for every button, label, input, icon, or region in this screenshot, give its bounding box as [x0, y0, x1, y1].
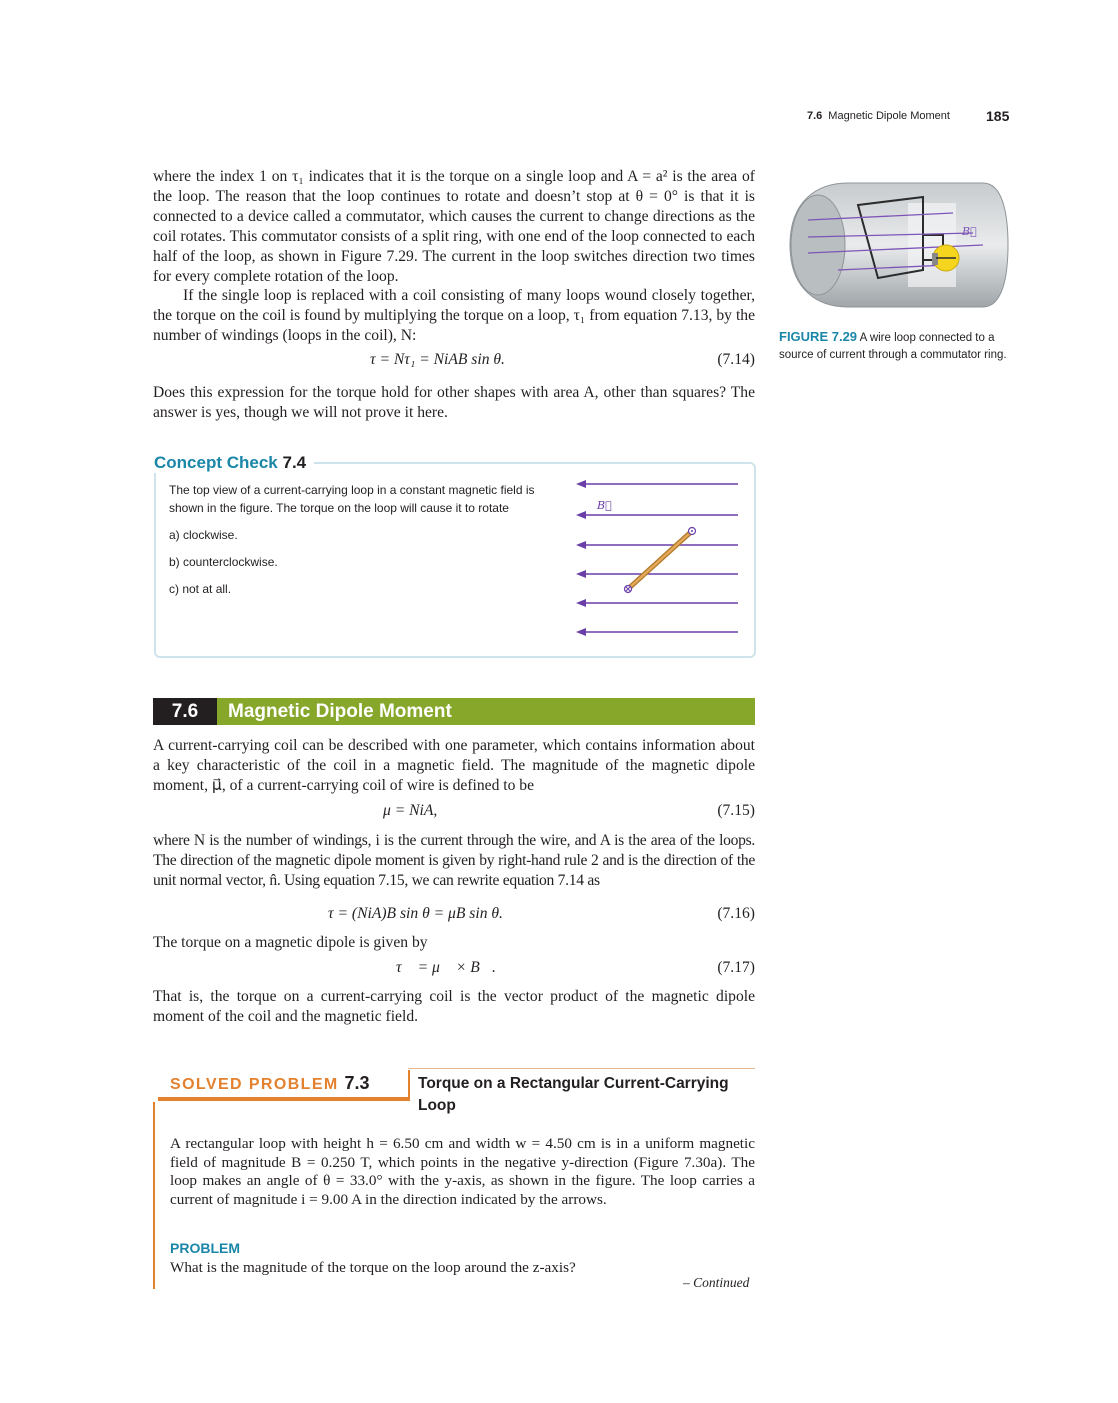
- option-c[interactable]: c) not at all.: [169, 582, 232, 596]
- solved-problem-label: [170, 1073, 370, 1094]
- header-section-title: Magnetic Dipole Moment: [828, 110, 950, 122]
- equation-expression: τ = (NiA)B sin θ = μB sin θ.: [328, 905, 503, 922]
- continued-note: – Continued: [683, 1275, 750, 1290]
- equation-number: (7.17): [717, 959, 755, 976]
- concept-check-question: The top view of a current-carrying loop in a constant magnetic field is shown in the figure. The torque on the loop will cause it to rotate: [169, 483, 535, 515]
- paragraph-shapes: Does this expression for the torque hold for other shapes with area A, other than squares? The answer is yes, though we will not prove it here.: [153, 384, 755, 421]
- equation-expression: τ = Nτ₁ = NiAB sin θ.: [370, 351, 505, 368]
- commutator-figure: [778, 175, 1010, 315]
- header-section-number: 7.6: [807, 110, 823, 122]
- solved-problem-number: 7.3: [344, 1073, 370, 1093]
- option-a[interactable]: a) clockwise.: [169, 528, 238, 542]
- paragraph-vector-product: That is, the torque on a current-carrying coil is the vector product of the magnetic dipole moment of the coil and the magnetic field.: [153, 988, 755, 1025]
- solved-problem-title: Torque on a Rectangular Current-Carrying Loop: [418, 1075, 729, 1114]
- magnet-end-face: [791, 195, 845, 295]
- field-label-b: B⃗: [597, 499, 612, 512]
- solved-problem-text: SOLVED PROBLEM: [170, 1076, 339, 1093]
- concept-check-number: 7.4: [282, 453, 307, 472]
- running-header: [807, 110, 950, 122]
- paragraph-torque-dipole: The torque on a magnetic dipole is given by: [153, 934, 428, 951]
- page-number: 185: [986, 108, 1010, 124]
- body-paragraphs-top: [153, 167, 755, 346]
- option-b[interactable]: b) counterclockwise.: [169, 555, 278, 569]
- figure-caption-text: A wire loop connected to a source of current through a commutator ring.: [779, 332, 1007, 361]
- paragraph-commutator: where the index 1 on τ₁ indicates that it is the torque on a single loop and A = a² is the area of the loop. The reason that the loop continues to rotate and doesn’t stop at θ = 0° is that it is connected to a device called a commutator, which causes the current to change directions as the coil rotates. This commutator consists of a split ring, with one end of the loop connected to each half of the loop, as shown in Figure 7.29. The current in the loop switches direction two times for every complete rotation of the loop.: [153, 168, 755, 285]
- problem-heading: PROBLEM: [170, 1240, 240, 1256]
- equation-7-15: [153, 802, 755, 822]
- figure-label: FIGURE 7.29: [779, 329, 858, 344]
- problem-question: What is the magnitude of the torque on the loop around the z-axis?: [170, 1259, 576, 1276]
- section-title: Magnetic Dipole Moment: [228, 701, 452, 722]
- figure-caption: [779, 329, 1011, 363]
- equation-expression: μ = NiA,: [383, 802, 438, 819]
- solved-problem-statement: A rectangular loop with height h = 6.50 cm and width w = 4.50 cm is in a uniform magnetic field of magnitude B = 0.250 T, which points in the negative y-direction (Figure 7.30a). The loop makes an angle of θ = 33.0° with the y-axis, as shown in the figure. The loop carries a current of magnitude i = 9.00 A in the direction indicated by the arrows.: [170, 1135, 755, 1209]
- solved-problem-rule: [158, 1097, 408, 1101]
- paragraph-coil: If the single loop is replaced with a coil consisting of many loops wound closely together, the torque on the coil is found by multiplying the torque on a loop, τ₁ from equation 7.13, by the number of windings (loops in the coil), N:: [153, 287, 755, 345]
- solved-problem-side-rule: [153, 1102, 155, 1289]
- concept-check-title: [154, 453, 314, 473]
- equation-7-17: [153, 959, 755, 979]
- equation-number: (7.14): [717, 351, 755, 368]
- loop-top-view-figure: [570, 475, 745, 640]
- equation-expression: τ⃗ = μ⃗ × B⃗.: [396, 959, 496, 976]
- paragraph-dipole-intro: A current-carrying coil can be described with one parameter, which contains information about a key characteristic of the coil in a magnetic field. The magnitude of the magnetic dipole moment, μ⃗, of a current-carrying coil of wire is defined to be: [153, 737, 755, 794]
- equation-number: (7.15): [717, 802, 755, 819]
- equation-7-14: [153, 351, 755, 371]
- concept-check-label: Concept Check: [154, 453, 278, 472]
- paragraph-definitions: where N is the number of windings, i is the current through the wire, and A is the area of the loops. The direction of the magnetic dipole moment is given by right-hand rule 2 and is the direction of the unit normal vector, n̂. Using equation 7.15, we can rewrite equation 7.14 as: [153, 832, 755, 889]
- equation-7-16: [153, 905, 755, 925]
- equation-number: (7.16): [717, 905, 755, 922]
- field-label-b: B⃗: [962, 225, 977, 238]
- section-number: 7.6: [153, 698, 217, 725]
